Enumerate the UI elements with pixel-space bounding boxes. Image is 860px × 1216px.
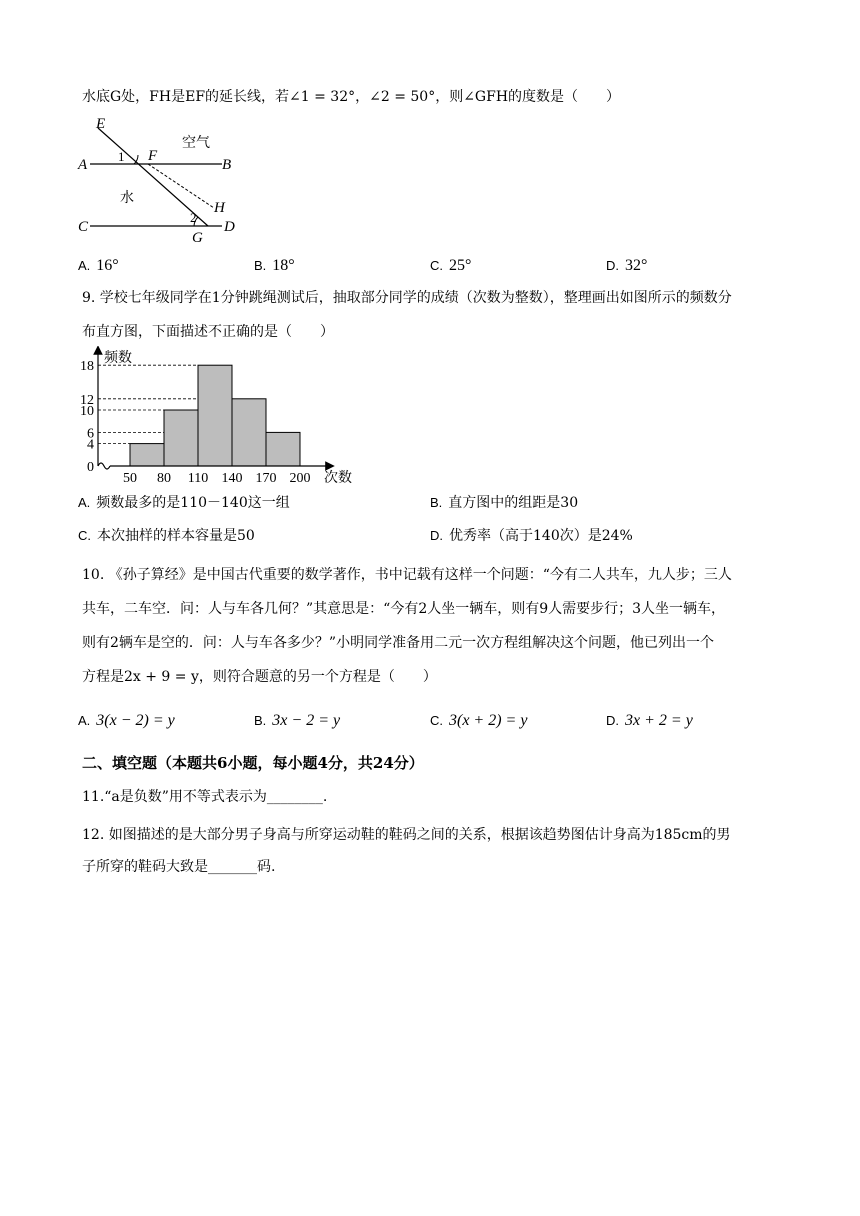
q12-text-line2: 子所穿的鞋码大致是_______码. [82, 859, 276, 875]
q9-text-line2: 布直方图，下面描述不正确的是（ ） [82, 324, 334, 340]
fig-label-G: G [192, 230, 203, 242]
histogram-y-tick-label: 4 [87, 437, 94, 453]
q9-option-d[interactable]: D. 优秀率（高于140次）是24% [430, 528, 633, 544]
fig-label-1: 1 [118, 149, 125, 164]
q10-text-line2: 共车，二车空．问：人与车各几何？”其意思是：“今有2人坐一辆车，则有9人需要步行；3人坐一辆车， [82, 601, 726, 617]
q8-option-a[interactable]: A. 16° [78, 257, 119, 274]
q10-option-c[interactable]: C. 3(x + 2) = y [430, 712, 528, 729]
q10-text-line4: 方程是2x + 9 = y，则符合题意的另一个方程是（ ） [82, 669, 437, 685]
q10-option-b[interactable]: B. 3x − 2 = y [254, 712, 341, 729]
q9-histogram [68, 346, 368, 486]
fig-label-E: E [96, 116, 106, 132]
fig-label-air: 空气 [182, 136, 210, 151]
fig-label-D: D [224, 219, 235, 235]
q8-option-c[interactable]: C. 25° [430, 257, 472, 274]
histogram-y-tick-label: 18 [80, 359, 94, 375]
fig-label-2: 2 [190, 210, 197, 225]
histogram-ylabel: 频数 [104, 351, 132, 366]
section2-title: 二、填空题（本题共6小题，每小题4分，共24分） [82, 754, 424, 772]
histogram-bar [164, 410, 198, 466]
q8-option-d[interactable]: D. 32° [606, 257, 648, 274]
q8-figure [76, 112, 276, 242]
q9-text-line1: 9. 学校七年级同学在1分钟跳绳测试后，抽取部分同学的成绩（次数为整数），整理画出如图所示的频数分 [82, 290, 732, 306]
q9-option-b[interactable]: B. 直方图中的组距是30 [430, 495, 579, 511]
q8-intro: 水底G处，FH是EF的延长线，若∠1 = 32°，∠2 = 50°，则∠GFH的度数是（ ） [82, 89, 621, 105]
q10-text-line3: 则有2辆车是空的．问：人与车各多少？”小明同学准备用二元一次方程组解决这个问题，他已列出一个 [82, 635, 715, 651]
q9-option-c[interactable]: C. 本次抽样的样本容量是50 [78, 528, 255, 544]
q10-option-d[interactable]: D. 3x + 2 = y [606, 712, 693, 729]
q10-option-a[interactable]: A. 3(x − 2) = y [78, 712, 175, 729]
histogram-x-tick-label: 140 [221, 471, 243, 486]
q9-option-a[interactable]: A. 频数最多的是110－140这一组 [78, 495, 290, 511]
histogram-x-tick-label: 80 [157, 471, 171, 486]
fig-label-C: C [78, 219, 89, 235]
fig-label-A: A [78, 157, 88, 173]
fig-label-F: F [148, 148, 158, 164]
q12-text-line1: 12. 如图描述的是大部分男子身高与所穿运动鞋的鞋码之间的关系，根据该趋势图估计身高为185cm的男 [82, 827, 731, 843]
histogram-bar [232, 399, 266, 466]
histogram-x-tick-label: 200 [289, 471, 311, 486]
histogram-xlabel: 次数 [324, 471, 352, 486]
histogram-x-tick-label: 170 [255, 471, 277, 486]
histogram-x-tick-label: 110 [187, 471, 209, 486]
q11-text: 11.“a是负数”用不等式表示为________. [82, 789, 328, 805]
histogram-y-tick-label: 6 [87, 426, 94, 442]
histogram-bar [198, 365, 232, 466]
q10-text-line1: 10. 《孙子算经》是中国古代重要的数学著作，书中记载有这样一个问题：“今有二人共车，九人步；三人 [82, 567, 732, 583]
fig-label-B: B [222, 157, 232, 173]
histogram-y-tick-label: 0 [87, 460, 94, 475]
fig-label-water: 水 [120, 191, 134, 206]
histogram-y-tick-label: 12 [80, 392, 94, 408]
q8-option-b[interactable]: B. 18° [254, 257, 295, 274]
histogram-bar [266, 432, 300, 466]
fig-label-H: H [214, 200, 225, 216]
axis-break [98, 463, 110, 469]
histogram-y-tick-label: 10 [80, 404, 94, 419]
histogram-x-tick-label: 50 [123, 471, 137, 486]
histogram-bar [130, 444, 164, 466]
